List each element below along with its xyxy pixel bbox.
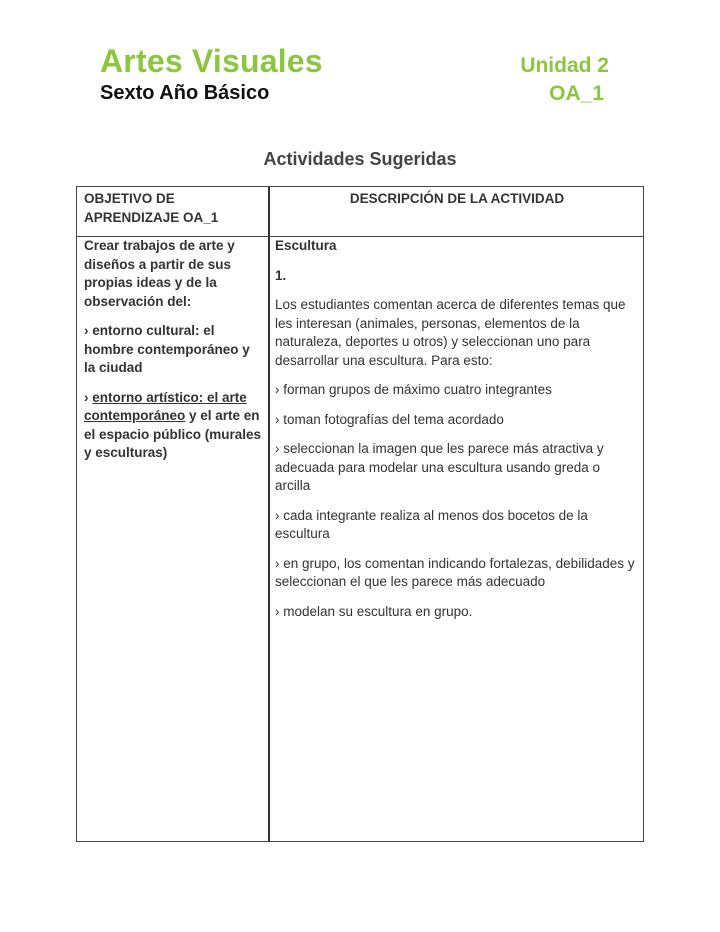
unit-info	[520, 52, 609, 108]
column-divider	[268, 187, 270, 841]
header-description: DESCRIPCIÓN DE LA ACTIVIDAD	[349, 191, 565, 206]
activity-step: › en grupo, los comentan indicando fortalezas, debilidades y seleccionan el que les parece más adecuado	[275, 555, 635, 589]
activity-intro: Los estudiantes comentan acerca de diferentes temas que les interesan (animales, personas, elementos de la naturaleza, deportes u otros) y seleccionan uno para desarrollar una escultura. Para esto:	[275, 297, 626, 368]
table-header-row	[77, 187, 643, 237]
objective-cell	[84, 237, 264, 474]
activity-step: › cada integrante realiza al menos dos bocetos de la escultura	[275, 507, 588, 541]
document-subtitle: Sexto Año Básico	[100, 82, 270, 104]
activity-step: › modelan su escultura en grupo.	[275, 603, 473, 619]
document-title: Artes Visuales	[100, 43, 323, 79]
unit-label: Unidad 2	[520, 54, 609, 77]
objective-intro: Crear trabajos de arte y diseños a partir de sus propias ideas y de la observación del:	[84, 238, 235, 309]
bullet-prefix: ›	[84, 389, 93, 405]
activities-table	[76, 186, 644, 842]
header-objective: OBJETIVO DE APRENDIZAJE OA_1	[84, 191, 219, 225]
objective-item-artistic	[84, 389, 264, 463]
activity-step: › forman grupos de máximo cuatro integrantes	[275, 382, 552, 397]
document-header	[100, 42, 323, 106]
objective-item-cultural: › entorno cultural: el hombre contemporáneo y la ciudad	[84, 323, 250, 375]
objective-item-rest: y el arte en el espacio público (murales y esculturas)	[84, 408, 262, 460]
oa-label: OA_1	[549, 82, 604, 105]
underlined-term: entorno artístico: el arte contemporáneo	[84, 389, 247, 423]
section-title: Actividades Sugeridas	[263, 149, 457, 169]
activity-step: › seleccionan la imagen que les parece más atractiva y adecuada para modelar una escultura usando greda o arcilla	[275, 441, 604, 493]
activity-heading: Escultura	[275, 238, 337, 253]
activity-cell	[275, 237, 635, 632]
activity-step: › toman fotografías del tema acordado	[275, 411, 504, 427]
activity-number: 1.	[275, 267, 287, 283]
